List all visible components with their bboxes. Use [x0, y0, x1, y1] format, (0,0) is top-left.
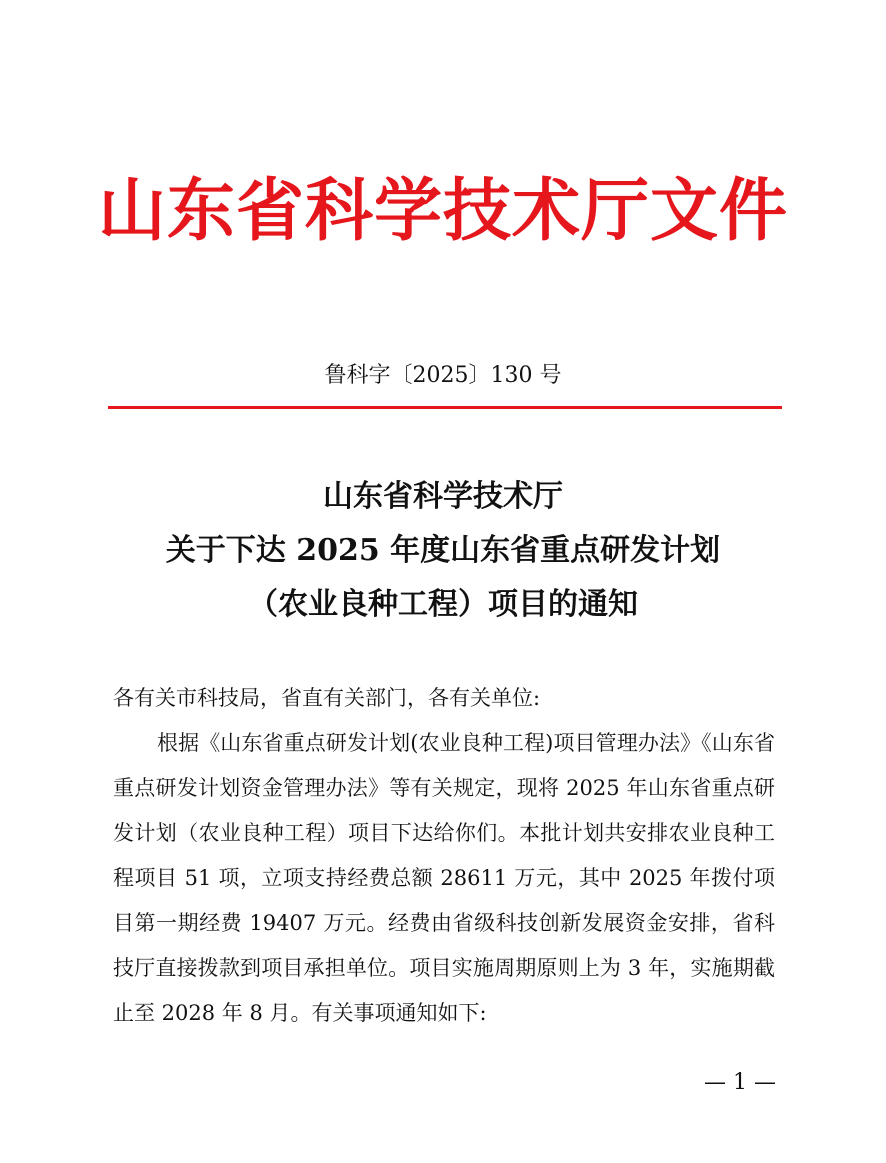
title-line-3: （农业良种工程）项目的通知 [248, 587, 638, 622]
page-number: — 1 — [704, 1070, 776, 1095]
title-line-1: 山东省科学技术厅 [323, 479, 563, 514]
document-number: 鲁科字〔2025〕130 号 [324, 363, 562, 388]
body-paragraph: 根据《山东省重点研发计划(农业良种工程)项目管理办法》《山东省重点研发计划资金管理办法》等有关规定，现将 2025 年山东省重点研发计划（农业良种工程）项目下达给你们。本批计划共安排农业良种工程项目 51 项，立项支持经费总额 28611 万元，其中 2025 年拨付项目第一期经费 19407 万元。经费由省级科技创新发展资金安排，省科技厅直接拨款到项目承担单位。项目实施周期原则上为 3 年，实施期截止至 2028 年 8 月。有关事项通知如下: [113, 731, 775, 1025]
salutation: 各有关市科技局，省直有关部门，各有关单位: [113, 686, 541, 710]
notice-title [0, 470, 886, 632]
title-line-2: 关于下达 2025 年度山东省重点研发计划 [165, 533, 721, 568]
document-issuer-header: 山东省科学技术厅文件 [97, 172, 788, 251]
notice-body [113, 676, 775, 1036]
red-separator-line [108, 406, 782, 409]
